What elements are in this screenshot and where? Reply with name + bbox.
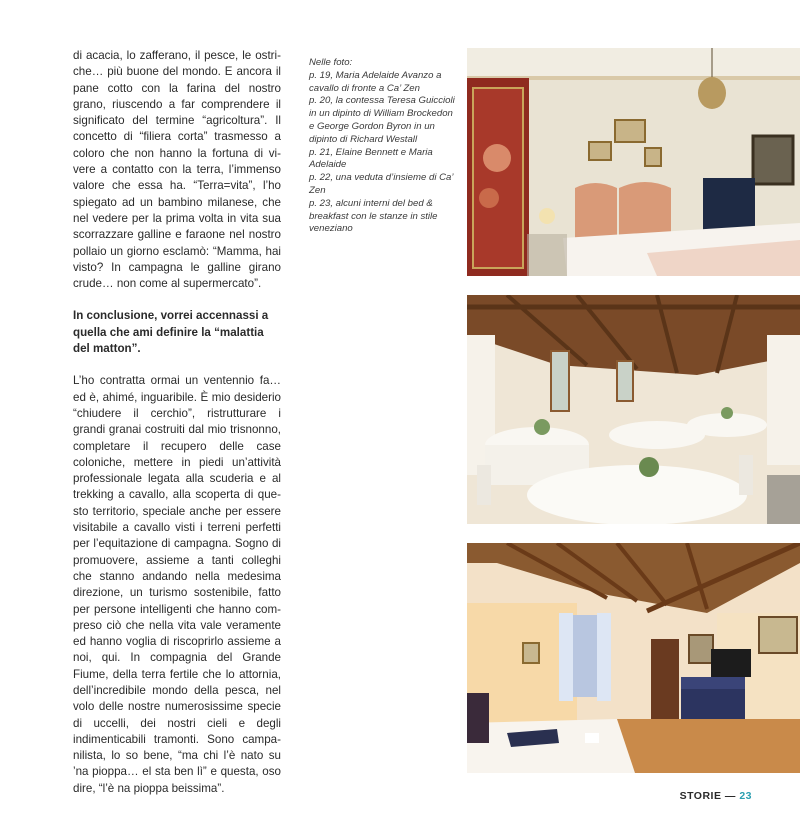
article-column [73,48,281,797]
caption-heading: Nelle foto: [309,57,353,68]
caption-line: p. 20, la contessa Teresa Guiccioli in un dipinto di William Brockedon e George Gordon Byron in un dipinto di Richard Westall [309,95,455,145]
bedroom-photo [467,48,800,276]
page-folio [680,790,752,802]
photo-caption [309,57,457,236]
caption-line: p. 22, una veduta d’insieme di Ca’ Zen [309,172,453,196]
article-paragraph-1: di acacia, lo zafferano, il pesce, le ostriche… più buone del mondo. E ancora il pane cotto con la farina del nostro grano, riuscendo a far comprendere il significato del termine “agricoltura”. Il concetto di “filiera corta” trasmesso a coloro che non hanno la fortuna di vivere a contatto con la terra, l’immenso valore che essa ha. “Terra=vita”, l’ho spiegato ad un bambino milanese, che nel vedere per la prima volta in vita sua scorrazzare galline e faraone nel nostro pollaio un giorno esclamò: “Mamma, hai visto? In campagna le galline girano crude… non come al supermercato”. [73,49,281,291]
caption-line: p. 21, Elaine Bennett e Maria Adelaide [309,146,433,171]
attic-bedroom-photo [467,543,800,773]
caption-line: p. 19, Maria Adelaide Avanzo a cavallo di fronte a Ca’ Zen [309,69,442,94]
page-number: 23 [739,790,752,802]
article-paragraph-2: L’ho contratta ormai un ventennio fa… ed è, ahimé, inguaribile. È mio desiderio “chiudere il cerchio”, ristrutturare i grandi granai costruiti dal mio trisnonno, completare il recupero delle case coloniche, mettere in piedi un’attività professionale legata alla scuderia e al trekking a cavallo, alla scoperta di questo territorio, speciale anche per essere visitabile a cavallo visti i terreni perfetti per l’equitazione di campagna. Sogno di promuovere, assieme a tanti colleghi che stanno andando nella medesima direzione, un turismo sostenibile, fatto per persone intelligenti che hanno compreso ciò che nella vita vale veramente ed hanno voglia di riscoprirlo assieme a noi, qui. In compagnia del Grande Fiume, della terra fertile che lo attornia, dell’incredibile mondo della pesca, nel volo delle nostre numerosissime specie di uccelli, dei nostri cieli e degli indimenticabili tramonti. Sono campanilista, lo so bene, “ma chi l’è nato su ’na pioppa… el sta ben lì” e questa, oso dire, “l’è na pioppa beissima”. [73,374,281,795]
section-name: STORIE — [679,790,736,802]
interview-question: In conclusione, vorrei accennassi a quella che ami definire la “malattia del matton”. [73,309,269,356]
dining-hall-photo [467,295,800,524]
caption-line: p. 23, alcuni interni del bed & breakfast con le stanze in stile veneziano [309,197,438,235]
